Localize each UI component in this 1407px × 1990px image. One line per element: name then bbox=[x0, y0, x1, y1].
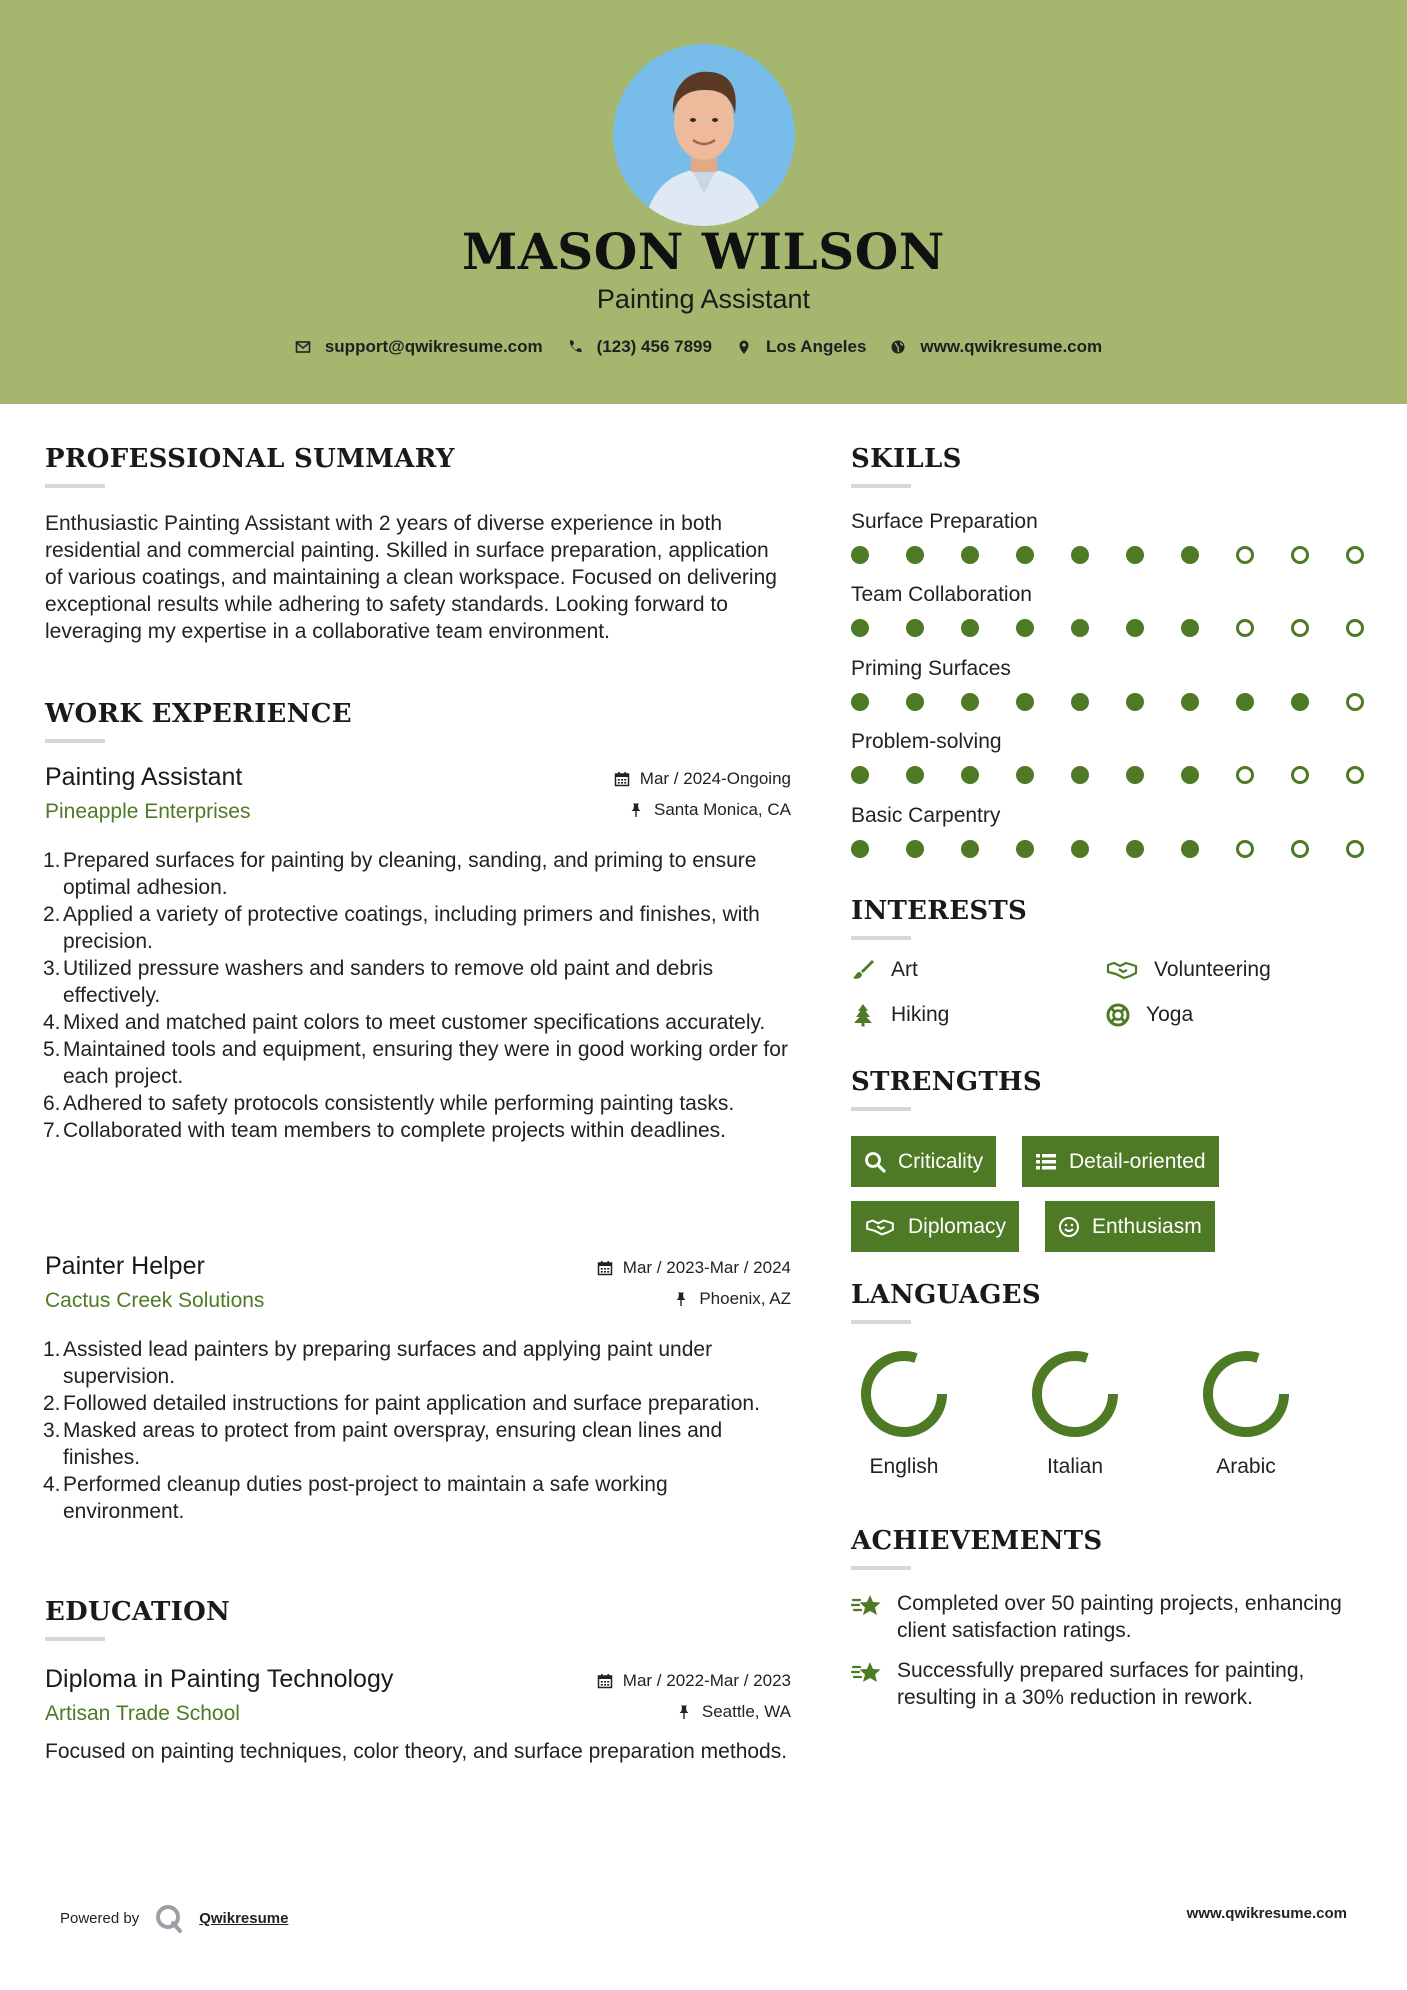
skill-name: Surface Preparation bbox=[851, 510, 1038, 533]
education-entry bbox=[45, 1665, 791, 1765]
job-location bbox=[628, 800, 791, 820]
list-item: 4. Performed cleanup duties post-project to maintain a safe working environment. bbox=[43, 1473, 668, 1523]
skill-item bbox=[851, 730, 1371, 786]
envelope-icon bbox=[295, 339, 311, 355]
experience-title: WORK EXPERIENCE bbox=[45, 699, 352, 729]
star-icon bbox=[851, 1590, 883, 1622]
education-location-text: Seattle, WA bbox=[701, 1702, 791, 1721]
contact-phone[interactable] bbox=[567, 337, 712, 357]
list-item: 2. Followed detailed instructions for paint application and surface preparation. bbox=[43, 1392, 760, 1415]
rating-dot-filled bbox=[906, 693, 924, 711]
rating-dot-filled bbox=[1126, 619, 1144, 637]
education-title: EDUCATION bbox=[45, 1597, 231, 1627]
skills-section bbox=[851, 444, 962, 488]
list-item: 5. Maintained tools and equipment, ensuring they were in good working order for each project. bbox=[43, 1038, 788, 1088]
tree-icon bbox=[851, 1003, 875, 1027]
rating-dot-filled bbox=[1126, 546, 1144, 564]
interest-label: Art bbox=[891, 958, 918, 981]
interest-label: Volunteering bbox=[1154, 958, 1271, 981]
rating-dot-filled bbox=[1126, 693, 1144, 711]
list-item: 6. Adhered to safety protocols consistently while performing painting tasks. bbox=[43, 1092, 735, 1115]
job-date bbox=[614, 769, 791, 789]
job-duties-list bbox=[45, 1336, 791, 1525]
job-title: Painter Helper bbox=[45, 1252, 205, 1280]
interest-item bbox=[851, 1003, 949, 1027]
rating-dot-empty bbox=[1346, 693, 1364, 711]
skill-rating bbox=[851, 546, 1371, 566]
interests-title: INTERESTS bbox=[851, 896, 1028, 926]
education-date bbox=[597, 1671, 791, 1691]
candidate-name: MASON WILSON bbox=[462, 222, 945, 281]
language-item bbox=[1186, 1346, 1306, 1479]
interests-section bbox=[851, 896, 1027, 940]
strength-tag bbox=[1022, 1136, 1219, 1187]
rating-dot-empty bbox=[1346, 840, 1364, 858]
calendar-icon bbox=[597, 1673, 613, 1689]
rating-dot-filled bbox=[1016, 766, 1034, 784]
rating-dot-empty bbox=[1291, 766, 1309, 784]
skills-title: SKILLS bbox=[851, 444, 962, 474]
rating-dot-filled bbox=[1071, 693, 1089, 711]
contact-row bbox=[0, 337, 1407, 357]
rating-dot-filled bbox=[906, 840, 924, 858]
pushpin-icon bbox=[676, 1704, 692, 1720]
section-divider bbox=[851, 1320, 911, 1324]
job-location-text: Santa Monica, CA bbox=[653, 800, 791, 819]
rating-dot-filled bbox=[1181, 840, 1199, 858]
rating-dot-filled bbox=[1071, 840, 1089, 858]
degree-title: Diploma in Painting Technology bbox=[45, 1665, 394, 1693]
skill-name: Team Collaboration bbox=[851, 583, 1032, 606]
languages-title: LANGUAGES bbox=[851, 1280, 1041, 1310]
rating-dot-filled bbox=[1126, 840, 1144, 858]
qwikresume-logo-icon bbox=[153, 1903, 185, 1933]
calendar-icon bbox=[614, 771, 630, 787]
rating-dot-filled bbox=[1181, 619, 1199, 637]
skill-item bbox=[851, 510, 1371, 566]
smile-icon bbox=[1058, 1216, 1080, 1238]
language-label: English bbox=[869, 1455, 939, 1478]
language-level-arc bbox=[1037, 1356, 1113, 1432]
rating-dot-empty bbox=[1346, 619, 1364, 637]
interest-label: Hiking bbox=[891, 1003, 950, 1026]
languages-section bbox=[851, 1280, 1041, 1324]
skill-item bbox=[851, 804, 1371, 860]
rating-dot-filled bbox=[1126, 766, 1144, 784]
experience-section bbox=[45, 699, 791, 743]
section-divider bbox=[851, 484, 911, 488]
rating-dot-filled bbox=[906, 546, 924, 564]
strengths-title: STRENGTHS bbox=[851, 1067, 1042, 1097]
list-item: 2. Applied a variety of protective coatings, including primers and finishes, with precision. bbox=[43, 903, 760, 953]
job-location-text: Phoenix, AZ bbox=[699, 1289, 791, 1308]
lifebuoy-icon bbox=[1106, 1003, 1130, 1027]
rating-dot-filled bbox=[961, 766, 979, 784]
pushpin-icon bbox=[628, 802, 644, 818]
list-item: 1. Prepared surfaces for painting by cleaning, sanding, and priming to ensure optimal adhesion. bbox=[43, 849, 757, 899]
rating-dot-filled bbox=[961, 840, 979, 858]
strength-label: Detail-oriented bbox=[1069, 1149, 1206, 1173]
job-company: Pineapple Enterprises bbox=[45, 800, 251, 823]
star-icon bbox=[851, 1657, 883, 1689]
contact-location bbox=[736, 337, 866, 357]
footer-website[interactable]: www.qwikresume.com bbox=[1186, 1905, 1347, 1922]
rating-dot-filled bbox=[851, 546, 869, 564]
job-entry bbox=[45, 1252, 791, 1525]
rating-dot-filled bbox=[1016, 619, 1034, 637]
handshake-icon bbox=[864, 1216, 896, 1238]
language-level-arc bbox=[866, 1356, 942, 1432]
strength-tag bbox=[851, 1201, 1019, 1252]
rating-dot-filled bbox=[1071, 766, 1089, 784]
rating-dot-filled bbox=[906, 766, 924, 784]
strengths-section bbox=[851, 1067, 1042, 1111]
skill-item bbox=[851, 583, 1371, 639]
strength-label: Enthusiasm bbox=[1092, 1214, 1202, 1238]
skill-rating bbox=[851, 693, 1371, 713]
language-level-ring bbox=[856, 1346, 952, 1442]
language-item bbox=[844, 1346, 964, 1479]
contact-email-text: support@qwikresume.com bbox=[324, 337, 543, 356]
rating-dot-empty bbox=[1236, 840, 1254, 858]
language-level-ring bbox=[1198, 1346, 1294, 1442]
job-title: Painting Assistant bbox=[45, 763, 243, 791]
handshake-icon bbox=[1106, 958, 1138, 982]
language-level-arc bbox=[1208, 1356, 1284, 1432]
section-divider bbox=[45, 484, 105, 488]
rating-dot-filled bbox=[1016, 693, 1034, 711]
achievement-text: Successfully prepared surfaces for painting, resulting in a 30% reduction in rework. bbox=[897, 1659, 1305, 1709]
strength-label: Criticality bbox=[898, 1149, 984, 1173]
globe-icon bbox=[890, 339, 906, 355]
education-location bbox=[676, 1702, 791, 1722]
header-banner bbox=[0, 0, 1407, 404]
job-entry bbox=[45, 763, 791, 1144]
list-item: 4. Mixed and matched paint colors to meet customer specifications accurately. bbox=[43, 1011, 766, 1034]
section-divider bbox=[851, 1107, 911, 1111]
search-icon bbox=[864, 1151, 886, 1173]
skill-rating bbox=[851, 766, 1371, 786]
language-level-ring bbox=[1027, 1346, 1123, 1442]
skill-rating bbox=[851, 619, 1371, 639]
contact-phone-text: (123) 456 7899 bbox=[596, 337, 712, 356]
list-item: 3. Utilized pressure washers and sanders to remove old paint and debris effectively. bbox=[43, 957, 714, 1007]
rating-dot-empty bbox=[1346, 766, 1364, 784]
avatar bbox=[613, 44, 795, 226]
rating-dot-filled bbox=[961, 619, 979, 637]
language-label: Arabic bbox=[1216, 1455, 1276, 1478]
rating-dot-filled bbox=[1181, 546, 1199, 564]
skill-rating bbox=[851, 840, 1371, 860]
footer-brand-link[interactable]: Qwikresume bbox=[199, 1909, 289, 1927]
rating-dot-filled bbox=[1291, 693, 1309, 711]
skill-name: Problem-solving bbox=[851, 730, 1002, 753]
rating-dot-empty bbox=[1236, 546, 1254, 564]
job-location bbox=[673, 1289, 791, 1309]
job-duties-list bbox=[45, 847, 791, 1144]
map-pin-icon bbox=[736, 339, 752, 355]
rating-dot-filled bbox=[1071, 619, 1089, 637]
summary-text: Enthusiastic Painting Assistant with 2 years of diverse experience in both residential and commercial painting. Skilled in surface preparation, application of various coatings, and maintaining a clean workspace. Focused on delivering exceptional results while adhering to safety standards. Looking forward to leveraging my expertise in a collaborative team environment. bbox=[45, 512, 777, 643]
rating-dot-filled bbox=[1181, 693, 1199, 711]
list-item: 3. Masked areas to protect from paint overspray, ensuring clean lines and finishes. bbox=[43, 1419, 723, 1469]
summary-section bbox=[45, 444, 791, 645]
section-divider bbox=[851, 1566, 911, 1570]
rating-dot-filled bbox=[1016, 546, 1034, 564]
rating-dot-empty bbox=[1236, 619, 1254, 637]
phone-icon bbox=[567, 339, 583, 355]
language-item bbox=[1015, 1346, 1135, 1479]
list-icon bbox=[1035, 1151, 1057, 1173]
paintbrush-icon bbox=[851, 958, 875, 982]
section-divider bbox=[45, 1637, 105, 1641]
footer-powered-by bbox=[60, 1903, 288, 1933]
rating-dot-filled bbox=[961, 693, 979, 711]
strength-tag bbox=[1045, 1201, 1215, 1252]
pushpin-icon bbox=[673, 1291, 689, 1307]
interest-label: Yoga bbox=[1146, 1003, 1194, 1026]
achievement-item bbox=[851, 1590, 1371, 1644]
summary-title: PROFESSIONAL SUMMARY bbox=[45, 444, 455, 474]
rating-dot-filled bbox=[851, 840, 869, 858]
rating-dot-filled bbox=[1016, 840, 1034, 858]
education-section bbox=[45, 1597, 791, 1641]
education-description: Focused on painting techniques, color theory, and surface preparation methods. bbox=[45, 1740, 788, 1763]
contact-location-text: Los Angeles bbox=[765, 337, 867, 356]
contact-website-text: www.qwikresume.com bbox=[920, 337, 1103, 356]
skill-name: Basic Carpentry bbox=[851, 804, 1001, 827]
language-label: Italian bbox=[1046, 1455, 1104, 1478]
job-date bbox=[597, 1258, 791, 1278]
rating-dot-empty bbox=[1291, 546, 1309, 564]
skill-name: Priming Surfaces bbox=[851, 657, 1011, 680]
section-divider bbox=[851, 936, 911, 940]
rating-dot-filled bbox=[851, 693, 869, 711]
rating-dot-empty bbox=[1291, 840, 1309, 858]
interest-item bbox=[1106, 1003, 1193, 1027]
rating-dot-filled bbox=[1236, 693, 1254, 711]
list-item: 7. Collaborated with team members to complete projects within deadlines. bbox=[43, 1119, 726, 1142]
achievements-title: ACHIEVEMENTS bbox=[851, 1526, 1103, 1556]
job-date-text: Mar / 2023-Mar / 2024 bbox=[622, 1258, 791, 1277]
achievements-section bbox=[851, 1526, 1103, 1570]
skill-item bbox=[851, 657, 1371, 713]
rating-dot-filled bbox=[1181, 766, 1199, 784]
school-name: Artisan Trade School bbox=[45, 1702, 240, 1725]
list-item: 1. Assisted lead painters by preparing surfaces and applying paint under supervision. bbox=[43, 1338, 713, 1388]
rating-dot-empty bbox=[1236, 766, 1254, 784]
job-date-text: Mar / 2024-Ongoing bbox=[639, 769, 791, 788]
powered-by-label: Powered by bbox=[60, 1909, 140, 1927]
education-date-text: Mar / 2022-Mar / 2023 bbox=[622, 1671, 791, 1690]
contact-email[interactable] bbox=[295, 337, 543, 357]
rating-dot-filled bbox=[1071, 546, 1089, 564]
achievement-text: Completed over 50 painting projects, enhancing client satisfaction ratings. bbox=[897, 1592, 1342, 1642]
rating-dot-filled bbox=[851, 619, 869, 637]
contact-website[interactable] bbox=[890, 337, 1102, 357]
job-company: Cactus Creek Solutions bbox=[45, 1289, 265, 1312]
strength-tag bbox=[851, 1136, 996, 1187]
candidate-role: Painting Assistant bbox=[596, 284, 811, 314]
interest-item bbox=[1106, 958, 1271, 982]
rating-dot-filled bbox=[906, 619, 924, 637]
calendar-icon bbox=[597, 1260, 613, 1276]
interest-item bbox=[851, 958, 918, 982]
achievement-item bbox=[851, 1657, 1371, 1711]
section-divider bbox=[45, 739, 105, 743]
rating-dot-empty bbox=[1291, 619, 1309, 637]
rating-dot-filled bbox=[961, 546, 979, 564]
rating-dot-filled bbox=[851, 766, 869, 784]
rating-dot-empty bbox=[1346, 546, 1364, 564]
strength-label: Diplomacy bbox=[908, 1214, 1007, 1238]
